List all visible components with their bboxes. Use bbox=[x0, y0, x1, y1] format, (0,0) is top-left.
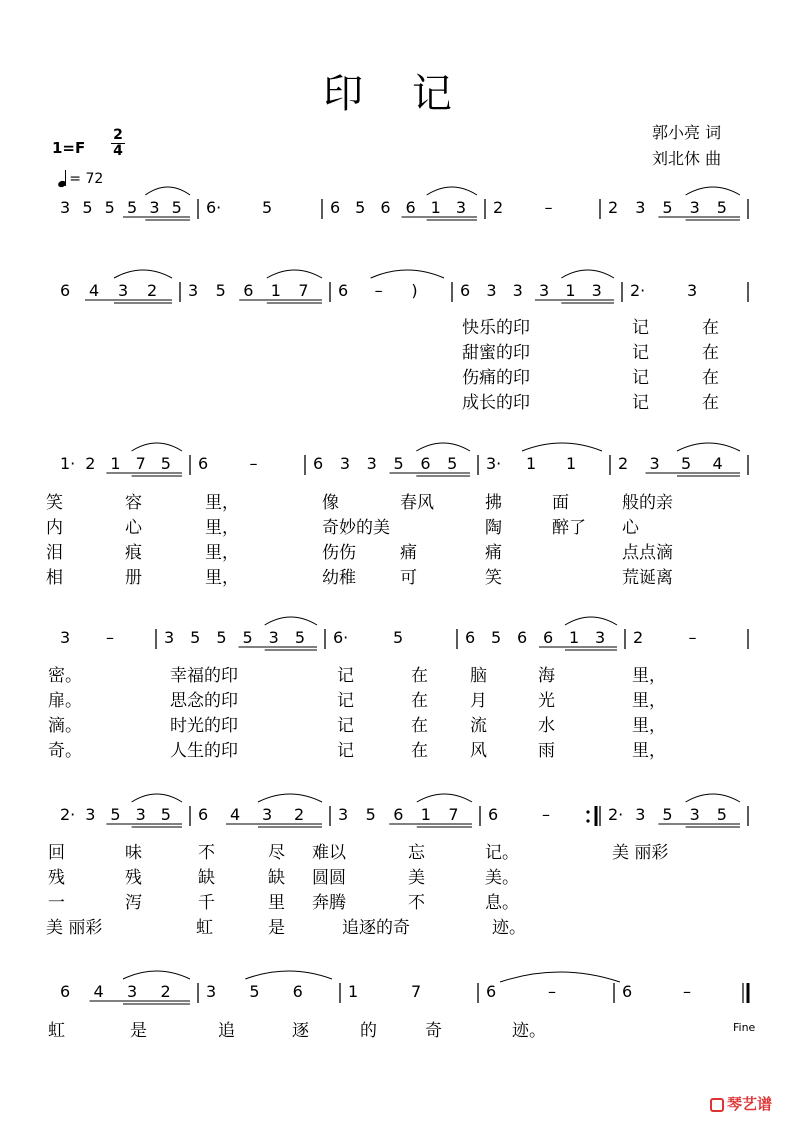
note: 5 bbox=[491, 628, 502, 647]
note: 5 bbox=[190, 628, 201, 647]
note: 1 bbox=[430, 198, 441, 217]
lyric-syllable: 缺 bbox=[198, 868, 215, 888]
note: 5 bbox=[294, 628, 306, 647]
note: 6 bbox=[420, 454, 431, 473]
lyric-syllable: 味 bbox=[125, 843, 142, 863]
slur bbox=[522, 443, 602, 451]
note: 5 bbox=[393, 454, 404, 473]
key-signature: 1=F bbox=[52, 139, 86, 157]
lyric-syllable: 追 bbox=[218, 1021, 235, 1041]
note: 3 bbox=[127, 982, 138, 1001]
lyric-syllable: 美。 bbox=[485, 868, 519, 888]
lyric-syllable: 痕 bbox=[125, 543, 142, 563]
lyric-syllable: 泻 bbox=[125, 893, 142, 913]
composer-credit: 刘北休 曲 bbox=[652, 149, 722, 168]
note: 2 bbox=[294, 805, 305, 824]
note: 3 bbox=[595, 628, 606, 647]
lyric-syllable: 快乐的印 bbox=[462, 318, 530, 338]
lyric-syllable: 的 bbox=[360, 1021, 377, 1041]
lyric-syllable: 里， bbox=[632, 666, 666, 686]
lyric-syllable: 记 bbox=[632, 368, 649, 388]
note: 3 bbox=[338, 805, 349, 824]
note: 3 bbox=[366, 454, 377, 473]
lyric-syllable: 痛 bbox=[485, 543, 502, 563]
note: 3 bbox=[118, 281, 129, 300]
lyric-syllable: 残 bbox=[125, 868, 142, 888]
note: 6 bbox=[60, 281, 71, 300]
lyric-syllable: 点点滴 bbox=[622, 543, 673, 563]
lyric-syllable: 一 bbox=[48, 893, 65, 913]
slur bbox=[417, 794, 472, 802]
lyric-syllable: 风 bbox=[470, 741, 487, 761]
slur bbox=[416, 443, 470, 451]
slur bbox=[371, 270, 444, 278]
note: 5 bbox=[262, 198, 273, 217]
lyric-syllable: 拂 bbox=[485, 493, 502, 513]
note: 1 bbox=[526, 454, 537, 473]
lyric-syllable: 千 bbox=[198, 893, 215, 913]
lyric-syllable: 在 bbox=[702, 368, 719, 388]
note: 5 bbox=[215, 281, 226, 300]
lyric-syllable: 人生的印 bbox=[170, 741, 238, 761]
lyric-syllable: 奔腾 bbox=[312, 893, 346, 913]
lyric-syllable: 记 bbox=[337, 666, 354, 686]
note: 5 bbox=[216, 628, 227, 647]
note: 5 bbox=[104, 198, 115, 217]
note: 1· bbox=[60, 454, 76, 473]
lyric-syllable: 里， bbox=[632, 716, 666, 736]
tie bbox=[500, 972, 620, 982]
note: 6 bbox=[460, 281, 471, 300]
lyric-syllable: 里， bbox=[205, 493, 239, 513]
note: 5 bbox=[662, 805, 673, 824]
lyricist-credit: 郭小亮 词 bbox=[652, 123, 722, 142]
note: 6 bbox=[313, 454, 324, 473]
lyric-syllable: 记。 bbox=[485, 843, 519, 863]
lyric-syllable: 里 bbox=[268, 893, 285, 913]
note: 3 bbox=[591, 281, 602, 300]
note: 3 bbox=[206, 982, 217, 1001]
note: 3 bbox=[512, 281, 523, 300]
lyric-syllable: 残 bbox=[48, 868, 65, 888]
note: 2 bbox=[147, 281, 158, 300]
lyric-syllable: 痛 bbox=[400, 543, 417, 563]
note: 2 bbox=[160, 982, 171, 1001]
lyric-syllable: 思念的印 bbox=[170, 691, 238, 711]
fine-marking: Fine bbox=[733, 1021, 756, 1034]
time-numerator: 2 bbox=[111, 128, 125, 144]
lyric-syllable: 奇。 bbox=[48, 741, 82, 761]
lyric-syllable: 里， bbox=[205, 543, 239, 563]
lyric-syllable: 里， bbox=[205, 518, 239, 538]
lyric-syllable: 美 丽彩 bbox=[612, 843, 669, 863]
time-denominator: 4 bbox=[113, 143, 123, 159]
note: 7 bbox=[135, 454, 146, 473]
lyric-syllable: 不 bbox=[408, 893, 425, 913]
note: 6 bbox=[380, 198, 391, 217]
note: 6· bbox=[333, 628, 349, 647]
lyric-syllable: 内 bbox=[46, 518, 63, 538]
slur bbox=[267, 270, 322, 278]
note: – bbox=[249, 454, 258, 473]
note: 6 bbox=[338, 281, 349, 300]
note: 3 bbox=[455, 198, 467, 217]
lyric-syllable: 容 bbox=[125, 493, 142, 513]
lyric-syllable: 泪 bbox=[46, 543, 63, 563]
note: 5 bbox=[681, 454, 692, 473]
note: 6 bbox=[243, 281, 254, 300]
note: 3· bbox=[486, 454, 502, 473]
lyric-syllable: 是 bbox=[130, 1021, 147, 1041]
lyric-syllable: 伤痛的印 bbox=[462, 368, 530, 388]
note: 7 bbox=[298, 281, 309, 300]
slur bbox=[686, 187, 740, 195]
note: 5 bbox=[716, 198, 727, 217]
lyric-syllable: 在 bbox=[411, 666, 428, 686]
lyric-syllable: 笑 bbox=[485, 568, 502, 588]
lyric-syllable: 记 bbox=[337, 741, 354, 761]
note: 3 bbox=[60, 198, 71, 217]
lyric-syllable: 美 丽彩 bbox=[46, 918, 103, 938]
lyric-syllable: 笑 bbox=[46, 493, 63, 513]
note: 4 bbox=[93, 982, 104, 1001]
note: 1 bbox=[348, 982, 359, 1001]
note: 6 bbox=[393, 805, 404, 824]
note: 5 bbox=[171, 198, 182, 217]
note: ) bbox=[411, 281, 418, 300]
slur bbox=[561, 270, 614, 278]
note: 3 bbox=[687, 281, 698, 300]
lyric-syllable: 里， bbox=[205, 568, 239, 588]
note: 5 bbox=[160, 805, 171, 824]
note: 5 bbox=[242, 628, 253, 647]
lyric-syllable: 面 bbox=[552, 493, 569, 513]
note: 1 bbox=[566, 454, 577, 473]
note: 6 bbox=[543, 628, 554, 647]
lyric-syllable: 虹 bbox=[196, 918, 213, 938]
lyric-syllable: 难以 bbox=[312, 843, 346, 863]
note: 2 bbox=[608, 198, 619, 217]
note: 6 bbox=[60, 982, 71, 1001]
lyric-syllable: 光 bbox=[538, 691, 555, 711]
lyric-syllable: 滴。 bbox=[48, 716, 82, 736]
slur bbox=[114, 270, 172, 278]
slur bbox=[132, 443, 182, 451]
lyric-syllable: 密。 bbox=[48, 666, 82, 686]
note: 3 bbox=[339, 454, 351, 473]
note: – bbox=[106, 628, 114, 647]
lyric-syllable: 陶 bbox=[485, 518, 502, 538]
repeat-dot bbox=[586, 810, 589, 813]
slur bbox=[132, 794, 182, 802]
note: 5 bbox=[82, 198, 93, 217]
note: 6· bbox=[206, 198, 222, 217]
note: 2 bbox=[618, 454, 629, 473]
note: – bbox=[688, 628, 697, 647]
lyric-syllable: 里， bbox=[632, 691, 666, 711]
note: 3 bbox=[689, 805, 700, 824]
repeat-dot bbox=[586, 819, 589, 822]
watermark bbox=[710, 1093, 772, 1114]
lyric-syllable: 心 bbox=[622, 518, 639, 538]
lyric-syllable: 脑 bbox=[470, 666, 487, 686]
note: 5 bbox=[393, 628, 404, 647]
slur bbox=[677, 443, 740, 451]
lyric-syllable: 记 bbox=[632, 393, 649, 413]
note: 3 bbox=[188, 281, 199, 300]
lyric-syllable: 可 bbox=[400, 568, 417, 588]
note: 2· bbox=[608, 805, 624, 824]
lyric-syllable: 在 bbox=[702, 343, 719, 363]
note: 6 bbox=[292, 982, 303, 1001]
note: 6 bbox=[517, 628, 528, 647]
lyric-syllable: 记 bbox=[337, 716, 354, 736]
note: 1 bbox=[420, 805, 431, 824]
lyric-syllable: 相 bbox=[46, 568, 63, 588]
slur bbox=[258, 794, 322, 802]
slur bbox=[427, 187, 477, 195]
lyric-syllable: 雨 bbox=[538, 741, 555, 761]
note: 6 bbox=[330, 198, 341, 217]
note: 4 bbox=[230, 805, 241, 824]
note: 6 bbox=[486, 982, 497, 1001]
lyric-syllable: 追逐的奇 bbox=[342, 918, 410, 938]
lyric-syllable: 荒诞离 bbox=[622, 568, 673, 588]
note: 3 bbox=[635, 198, 646, 217]
lyric-syllable: 迹。 bbox=[512, 1021, 546, 1041]
note: 5 bbox=[355, 198, 366, 217]
note: 1 bbox=[270, 281, 281, 300]
slur bbox=[123, 971, 190, 979]
lyric-syllable: 幸福的印 bbox=[170, 666, 238, 686]
lyric-syllable: 水 bbox=[538, 716, 555, 736]
note: 2 bbox=[85, 454, 96, 473]
slur bbox=[145, 187, 190, 195]
lyric-syllable: 春风 bbox=[400, 493, 434, 513]
lyric-syllable: 尽 bbox=[268, 843, 285, 863]
note: 2 bbox=[493, 198, 504, 217]
lyric-syllable: 在 bbox=[702, 393, 719, 413]
note: 6 bbox=[622, 982, 633, 1001]
note: 4 bbox=[712, 454, 723, 473]
note: 3 bbox=[268, 628, 279, 647]
note: 5 bbox=[110, 805, 121, 824]
note: 5 bbox=[127, 198, 138, 217]
note: 2 bbox=[633, 628, 644, 647]
note: – bbox=[544, 198, 553, 217]
lyric-syllable: 成长的印 bbox=[462, 393, 530, 413]
lyric-syllable: 心 bbox=[125, 518, 142, 538]
lyric-syllable: 记 bbox=[632, 343, 649, 363]
note: 5 bbox=[662, 198, 673, 217]
note: 6 bbox=[488, 805, 499, 824]
lyric-syllable: 海 bbox=[538, 666, 555, 686]
note: 3 bbox=[85, 805, 96, 824]
note: 7 bbox=[448, 805, 459, 824]
lyric-syllable: 忘 bbox=[408, 843, 425, 863]
note: 3 bbox=[486, 281, 497, 300]
note: 3 bbox=[149, 198, 160, 217]
lyric-syllable: 在 bbox=[411, 691, 428, 711]
note: 6 bbox=[405, 198, 416, 217]
note: 3 bbox=[60, 628, 71, 647]
lyric-syllable: 月 bbox=[470, 691, 487, 711]
note: 3 bbox=[164, 628, 175, 647]
note: – bbox=[374, 281, 383, 300]
note: – bbox=[548, 982, 556, 1001]
lyric-syllable: 里， bbox=[632, 741, 666, 761]
slur bbox=[265, 617, 317, 625]
note: 6 bbox=[198, 805, 209, 824]
lyric-syllable: 流 bbox=[470, 716, 487, 736]
lyric-syllable: 在 bbox=[411, 741, 428, 761]
lyric-syllable: 不 bbox=[198, 843, 215, 863]
lyric-syllable: 奇妙的美 bbox=[322, 518, 390, 538]
lyric-syllable: 伤伤 bbox=[322, 543, 356, 563]
note: 3 bbox=[539, 281, 550, 300]
lyric-syllable: 虹 bbox=[48, 1021, 65, 1041]
lyric-syllable: 缺 bbox=[268, 868, 285, 888]
watermark-text: 琴艺谱 bbox=[727, 1095, 773, 1113]
lyric-syllable: 奇 bbox=[425, 1021, 442, 1041]
tempo-value: = 72 bbox=[69, 171, 104, 187]
lyric-syllable: 息。 bbox=[485, 893, 519, 913]
note: 5 bbox=[160, 454, 171, 473]
lyric-syllable: 册 bbox=[125, 568, 142, 588]
note: 4 bbox=[89, 281, 100, 300]
note: 5 bbox=[716, 805, 727, 824]
note: – bbox=[683, 982, 691, 1001]
lyric-syllable: 时光的印 bbox=[170, 716, 238, 736]
lyric-syllable: 幼稚 bbox=[322, 568, 356, 588]
note: 2· bbox=[60, 805, 76, 824]
note: 5 bbox=[249, 982, 260, 1001]
slur bbox=[565, 617, 617, 625]
lyric-syllable: 在 bbox=[702, 318, 719, 338]
lyric-syllable: 扉。 bbox=[48, 691, 82, 711]
lyric-syllable: 逐 bbox=[292, 1021, 309, 1041]
note: 3 bbox=[262, 805, 273, 824]
lyric-syllable: 像 bbox=[322, 493, 339, 513]
note: 3 bbox=[635, 805, 646, 824]
lyric-syllable: 圆圆 bbox=[312, 868, 346, 888]
note: 7 bbox=[411, 982, 422, 1001]
note: – bbox=[542, 805, 550, 824]
lyric-syllable: 甜蜜的印 bbox=[462, 343, 530, 363]
note: 5 bbox=[447, 454, 458, 473]
note: 5 bbox=[365, 805, 376, 824]
note: 3 bbox=[689, 198, 700, 217]
lyric-syllable: 醉了 bbox=[552, 518, 586, 538]
note: 1 bbox=[110, 454, 121, 473]
note: 1 bbox=[565, 281, 576, 300]
note: 3 bbox=[649, 454, 660, 473]
note: 6 bbox=[198, 454, 209, 473]
page-title: 印 记 bbox=[323, 71, 470, 117]
slur bbox=[245, 971, 332, 979]
watermark-logo-icon bbox=[710, 1098, 724, 1112]
lyric-syllable: 记 bbox=[632, 318, 649, 338]
lyric-syllable: 在 bbox=[411, 716, 428, 736]
slur bbox=[686, 794, 740, 802]
note: 2· bbox=[630, 281, 646, 300]
lyric-syllable: 美 bbox=[408, 868, 425, 888]
note: 3 bbox=[135, 805, 146, 824]
lyric-syllable: 迹。 bbox=[492, 918, 526, 938]
note: 6 bbox=[465, 628, 476, 647]
lyric-syllable: 般的亲 bbox=[622, 493, 673, 513]
lyric-syllable: 是 bbox=[268, 918, 285, 938]
lyric-syllable: 记 bbox=[337, 691, 354, 711]
note: 1 bbox=[569, 628, 580, 647]
lyric-syllable: 回 bbox=[48, 843, 65, 863]
